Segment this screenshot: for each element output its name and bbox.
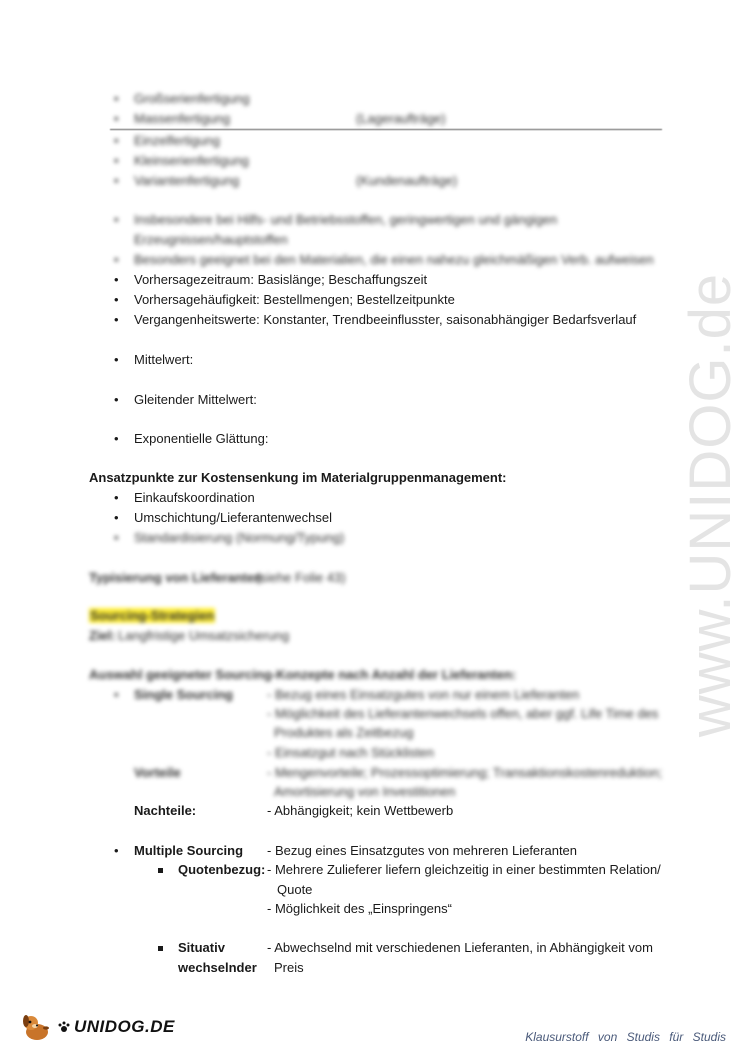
bullet-dot: • (114, 111, 119, 126)
dog-icon (20, 1012, 54, 1042)
bullet-dot: • (114, 91, 119, 106)
bullet-dot: • (114, 212, 119, 227)
pros-label: Vorteile (134, 765, 181, 780)
list-item: Einzelfertigung (134, 133, 220, 148)
bullet-dot: • (114, 252, 119, 267)
list-item: Besonders geeignet bei den Materialien, die einen nahezu gleichmäßigen Verb. aufweisen (134, 252, 654, 267)
unidog-logo (20, 1012, 175, 1042)
list-item: Standardisierung (Normung/Typung) (134, 530, 345, 545)
bullet-dot: • (114, 530, 119, 545)
bullet-dot: • (114, 687, 119, 702)
list-item-note: (Kundenaufträge) (356, 173, 458, 188)
section-heading: Ansatzpunkte zur Kostensenkung im Materialgruppenmanagement: (89, 470, 507, 485)
single-line: Produktes als Zeitbezug (274, 725, 414, 740)
situational-line: - Abwechselnd mit verschiedenen Lieferanten, in Abhängigkeit vom (267, 940, 653, 955)
logo-text: UNIDOG.DE (74, 1017, 175, 1036)
list-item: Vorhersagezeitraum: Basislänge; Beschaffungszeit (134, 272, 428, 287)
quota-label: Quotenbezug: (178, 862, 266, 877)
bullet-dot: • (114, 352, 119, 367)
single-line: - Möglichkeit des Lieferantenwechsels offen, aber ggf. Life Time des (267, 706, 659, 721)
list-item: Insbesondere bei Hilfs- und Betriebsstoffen, geringwertigen und gängigen (134, 212, 558, 227)
bullet-dot: • (114, 292, 119, 307)
bullet-dot: • (114, 133, 119, 148)
single-sourcing-label: Single Sourcing (134, 687, 233, 702)
bullet-dot: • (114, 843, 119, 858)
list-item: Vorhersagehäufigkeit: Bestellmengen; Bestellzeitpunkte (134, 292, 455, 307)
goal-label: Ziel: (89, 628, 116, 643)
list-item: Einkaufskoordination (134, 490, 255, 505)
bullet-dot: • (114, 490, 119, 505)
typing-label: Typisierung von Lieferanten (89, 570, 263, 585)
list-item: Umschichtung/Lieferantenwechsel (134, 510, 332, 525)
pros-line: - Mengenvorteile; Prozessoptimierung; Transaktionskostenreduktion; (267, 765, 663, 780)
footer-tagline: Klausurstoff von Studis für Studis (525, 1030, 726, 1044)
typing-ref: (siehe Folie 43) (256, 570, 346, 585)
goal-text: Langfristige Umsatzsicherung (118, 628, 290, 643)
multiple-sourcing-label: Multiple Sourcing (134, 843, 244, 858)
single-line: - Bezug eines Einsatzgutes von nur einem Lieferanten (267, 687, 580, 702)
situational-line: Preis (274, 960, 304, 975)
quota-line: Quote (277, 882, 313, 897)
bullet-dot: • (114, 272, 119, 287)
paw-icon (58, 1021, 70, 1033)
quota-line: - Mehrere Zulieferer liefern gleichzeitig in einer bestimmten Relation/ (267, 862, 661, 877)
list-item: Exponentielle Glättung: (134, 431, 269, 446)
square-bullet (158, 946, 163, 951)
cons-text: - Abhängigkeit; kein Wettbewerb (267, 803, 454, 818)
bullet-dot: • (114, 173, 119, 188)
bullet-dot: • (114, 510, 119, 525)
pros-line: Amortisierung von Investitionen (274, 784, 456, 799)
single-line: - Einsatzgut nach Stücklisten (267, 745, 434, 760)
divider-line (110, 129, 662, 130)
sourcing-heading: Sourcing-Strategien (90, 608, 215, 623)
situational-label: wechselnder (178, 960, 257, 975)
bullet-dot: • (114, 153, 119, 168)
list-item-continuation: Erzeugnissen/hauptstoffen (134, 232, 288, 247)
list-item: Mittelwert: (134, 352, 194, 367)
selection-heading: Auswahl geeigneter Sourcing-Konzepte nach Anzahl der Lieferanten: (89, 667, 517, 682)
watermark: www.UNIDOG.de (677, 272, 743, 738)
bullet-dot: • (114, 431, 119, 446)
quota-line: - Möglichkeit des „Einspringens“ (267, 901, 452, 916)
bullet-dot: • (114, 392, 119, 407)
list-item: Gleitender Mittelwert: (134, 392, 257, 407)
square-bullet (158, 868, 163, 873)
list-item: Massenfertigung (134, 111, 231, 126)
list-item-note: (Lageraufträge) (356, 111, 446, 126)
list-item: Vergangenheitswerte: Konstanter, Trendbeeinflusster, saisonabhängiger Bedarfsverlauf (134, 312, 637, 327)
list-item: Variantenfertigung (134, 173, 240, 188)
list-item: Kleinserienfertigung (134, 153, 249, 168)
list-item: Großserienfertigung (134, 91, 250, 106)
cons-label: Nachteile: (134, 803, 197, 818)
situational-label: Situativ (178, 940, 225, 955)
multiple-text: - Bezug eines Einsatzgutes von mehreren Lieferanten (267, 843, 578, 858)
bullet-dot: • (114, 312, 119, 327)
